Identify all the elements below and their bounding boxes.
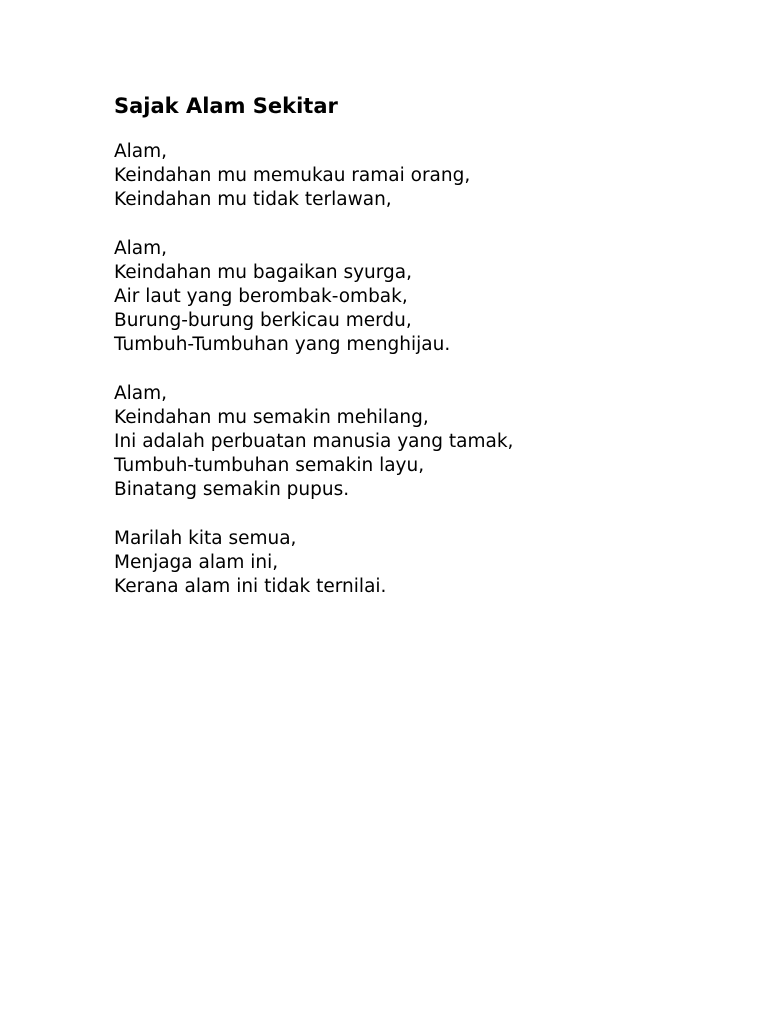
stanza-1	[114, 140, 714, 213]
poem-line: Alam,	[114, 382, 168, 404]
poem-line: Ini adalah perbuatan manusia yang tamak,	[114, 431, 514, 453]
poem-line: Alam,	[114, 141, 168, 162]
stanza-3	[114, 382, 714, 503]
poem-line: Burung-burung berkicau merdu,	[114, 310, 412, 332]
poem-line: Alam,	[114, 237, 168, 259]
poem-line: Binatang semakin pupus.	[114, 479, 350, 501]
poem-line: Keindahan mu tidak terlawan,	[114, 189, 392, 211]
stanza-2	[114, 237, 714, 358]
poem-line: Tumbuh-tumbuhan semakin layu,	[114, 455, 425, 477]
poem-line: Menjaga alam ini,	[114, 551, 279, 573]
poem-line: Marilah kita semua,	[114, 527, 297, 549]
poem-body	[114, 92, 714, 623]
poem-line: Keindahan mu memukau ramai orang,	[114, 165, 471, 187]
poem-line: Air laut yang berombak-ombak,	[114, 286, 408, 308]
poem-title: Sajak Alam Sekitar	[114, 94, 338, 118]
poem-line: Kerana alam ini tidak ternilai.	[114, 576, 387, 598]
poem-line: Tumbuh-Tumbuhan yang menghijau.	[114, 334, 451, 356]
stanza-4	[114, 527, 714, 600]
poem-line: Keindahan mu bagaikan syurga,	[114, 261, 413, 283]
poem-line: Keindahan mu semakin mehilang,	[114, 406, 429, 428]
